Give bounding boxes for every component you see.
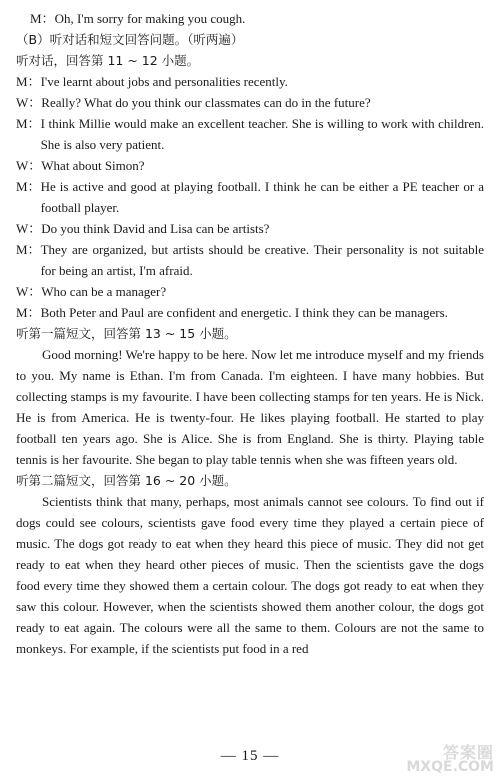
dialogue-line	[16, 218, 484, 239]
dialogue-line	[16, 281, 484, 302]
passage1-heading: 听第一篇短文，回答第 13 ~ 15 小题。	[16, 326, 237, 341]
speaker-label: M：	[16, 179, 41, 194]
dialogue-line	[16, 8, 484, 29]
speaker-label: M：	[16, 242, 41, 257]
speaker-label: W：	[16, 221, 42, 236]
watermark-line2: MXQE.COM	[406, 759, 494, 775]
utterance-text: Who can be a manager?	[41, 284, 167, 299]
speaker-label: M：	[16, 305, 41, 320]
utterance-text: Both Peter and Paul are confident and energetic. I think they can be managers.	[40, 305, 448, 320]
speaker-label: W：	[16, 95, 42, 110]
document-page	[16, 8, 484, 659]
utterance-text: What about Simon?	[41, 158, 145, 173]
dialogue-line	[16, 176, 484, 218]
dialogue-line	[16, 155, 484, 176]
section-heading: 听对话，回答第 11 ~ 12 小题。	[16, 53, 200, 68]
section-heading: （B）听对话和短文回答问题。（听两遍）	[16, 32, 244, 47]
passage2-text: Scientists think that many, perhaps, most animals cannot see colours. To find out if dogs could see colours, scientists gave food every time they played a certain piece of music. The dogs got ready to eat when they heard this piece of music. They did not get ready to eat when they heard other pieces of music. Then the scientists gave the dogs food every time they showed them a certain colour. The dogs got ready to eat when they saw this colour. However, when the scientists showed them another colour, the dogs got ready to eat again. The colours were all the same to them. Colours are not the same to monkeys. For example, if the scientists put food in a red	[16, 494, 484, 656]
page-number: — 15 —	[220, 748, 280, 764]
watermark-line1: 答案圈	[442, 743, 494, 762]
dialogue-line	[16, 302, 484, 323]
utterance-text: They are organized, but artists should be creative. Their personality is not suitable for being an artist, I'm afraid.	[40, 242, 484, 278]
dialogue-block	[16, 8, 484, 323]
utterance-text: Really? What do you think our classmates can do in the future?	[41, 95, 371, 110]
dialogue-line	[16, 239, 484, 281]
utterance-text: I think Millie would make an excellent teacher. She is willing to work with children. She is also very patient.	[40, 116, 484, 152]
speaker-label: M：	[16, 116, 41, 131]
passage2-heading: 听第二篇短文，回答第 16 ~ 20 小题。	[16, 473, 237, 488]
watermark-logo	[406, 745, 494, 775]
utterance-text: Oh, I'm sorry for making you cough.	[54, 11, 246, 26]
speaker-label: W：	[16, 158, 42, 173]
dialogue-line	[16, 113, 484, 155]
utterance-text: I've learnt about jobs and personalities recently.	[40, 74, 288, 89]
speaker-label: M：	[30, 11, 55, 26]
speaker-label: W：	[16, 284, 42, 299]
dialogue-line	[16, 92, 484, 113]
passage1-text: Good morning! We're happy to be here. Now let me introduce myself and my friends to you. My name is Ethan. I'm from Canada. I'm eighteen. I have many hobbies. But collecting stamps is my favourite. I have been collecting stamps for ten years. He is Nick. He is from America. He is twenty-four. He likes playing football. He started to play football ten years ago. She is Alice. She is from England. She is thirty. Playing table tennis is her favourite. She began to play table tennis when she was fifteen years old.	[16, 347, 484, 467]
dialogue-line	[16, 71, 484, 92]
speaker-label: M：	[16, 74, 41, 89]
utterance-text: Do you think David and Lisa can be artists?	[41, 221, 270, 236]
utterance-text: He is active and good at playing football. I think he can be either a PE teacher or a football player.	[40, 179, 484, 215]
